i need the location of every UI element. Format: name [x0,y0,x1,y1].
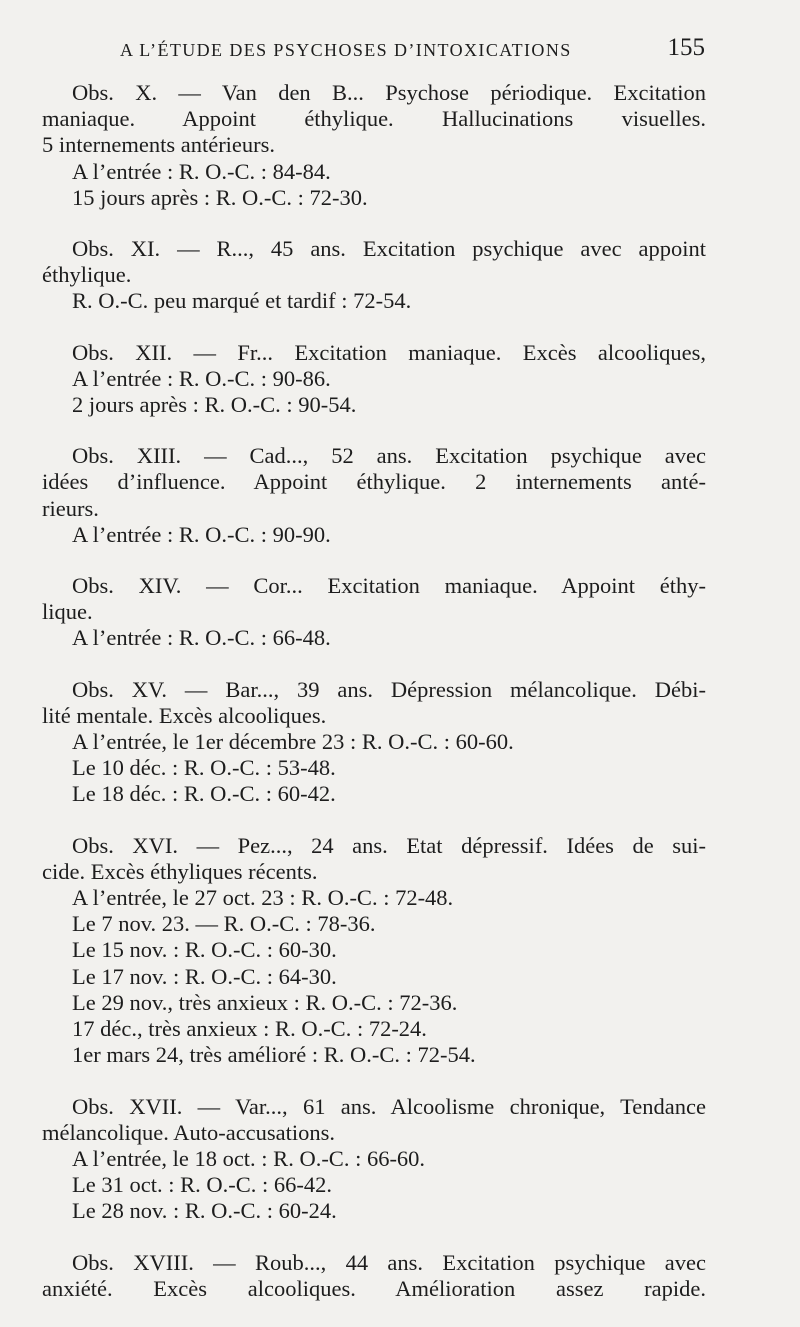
measurement-line: Le 10 déc. : R. O.-C. : 53-48. [72,755,336,781]
measurement-line: Le 18 déc. : R. O.-C. : 60-42. [72,781,336,807]
observation-xvi [42,833,706,1069]
observation-heading-line: Obs. XV. — Bar..., 39 ans. Dépression mélancolique. Débi- [72,676,706,702]
observation-heading-line: Obs. XVI. — Pez..., 24 ans. Etat dépressif. Idées de sui- [72,832,706,858]
observation-line: cide. Excès éthyliques récents. [42,858,318,884]
observation-line: mélancolique. Auto-accusations. [42,1119,336,1145]
observation-line: maniaque. Appoint éthylique. Hallucinations visuelles. [42,106,706,132]
observation-heading-line: Obs. XII. — Fr... Excitation maniaque. Excès alcooliques, [72,339,706,365]
measurement-line: R. O.-C. peu marqué et tardif : 72-54. [72,288,412,314]
observation-line: lité mentale. Excès alcooliques. [42,702,327,728]
page-number: 155 [667,34,705,61]
observation-xiv [42,573,706,652]
measurement-line: A l’entrée : R. O.-C. : 90-90. [72,521,331,547]
observation-heading-line: Obs. XI. — R..., 45 ans. Excitation psychique avec appoint [72,236,706,262]
measurement-line: Le 7 nov. 23. — R. O.-C. : 78-36. [72,911,376,937]
measurement-line: 15 jours après : R. O.-C. : 72-30. [72,184,368,210]
observation-heading-line: Obs. XIII. — Cad..., 52 ans. Excitation psychique avec [72,443,706,469]
observation-heading-line: Obs. X. — Van den B... Psychose périodique. Excitation [72,80,706,105]
observation-xvii [42,1094,706,1225]
observation-line: lique. [42,599,93,625]
measurement-line: A l’entrée, le 18 oct. : R. O.-C. : 66-60. [72,1145,426,1171]
measurement-line: 2 jours après : R. O.-C. : 90-54. [72,392,357,418]
running-head [120,34,705,64]
observation-line: anxiété. Excès alcooliques. Amélioration assez rapide. [42,1275,706,1301]
observation-xviii [42,1250,706,1302]
observation-xv [42,677,706,808]
observation-x [42,80,706,211]
body-text [42,80,706,1327]
observation-line: 5 internements antérieurs. [42,132,276,158]
measurement-line: A l’entrée, le 27 oct. 23 : R. O.-C. : 72-48. [72,885,454,911]
measurement-line: A l’entrée : R. O.-C. : 84-84. [72,158,331,184]
observation-line: rieurs. [42,495,99,521]
measurement-line: 1er mars 24, très amélioré : R. O.-C. : 72-54. [72,1042,476,1068]
measurement-line: A l’entrée, le 1er décembre 23 : R. O.-C. : 60-60. [72,729,514,755]
observation-heading-line: Obs. XIV. — Cor... Excitation maniaque. Appoint éthy- [72,573,706,599]
observation-heading-line: Obs. XVII. — Var..., 61 ans. Alcoolisme chronique, Tendance [72,1093,706,1119]
observation-line: idées d’influence. Appoint éthylique. 2 internements anté- [42,469,706,495]
measurement-line: 17 déc., très anxieux : R. O.-C. : 72-24. [72,1016,427,1042]
measurement-line: Le 31 oct. : R. O.-C. : 66-42. [72,1172,332,1198]
measurement-line: Le 17 nov. : R. O.-C. : 64-30. [72,963,337,989]
measurement-line: Le 29 nov., très anxieux : R. O.-C. : 72-36. [72,989,458,1015]
measurement-line: A l’entrée : R. O.-C. : 90-86. [72,365,331,391]
observation-xiii [42,443,706,548]
measurement-line: Le 15 nov. : R. O.-C. : 60-30. [72,937,337,963]
observation-heading-line: Obs. XVIII. — Roub..., 44 ans. Excitation psychique avec [72,1249,706,1275]
measurement-line: Le 28 nov. : R. O.-C. : 60-24. [72,1198,337,1224]
running-title: A L’ÉTUDE DES PSYCHOSES D’INTOXICATIONS [120,40,572,60]
measurement-line: A l’entrée : R. O.-C. : 66-48. [72,625,331,651]
observation-xi [42,236,706,315]
observation-xii [42,340,706,419]
observation-line: éthylique. [42,262,132,288]
